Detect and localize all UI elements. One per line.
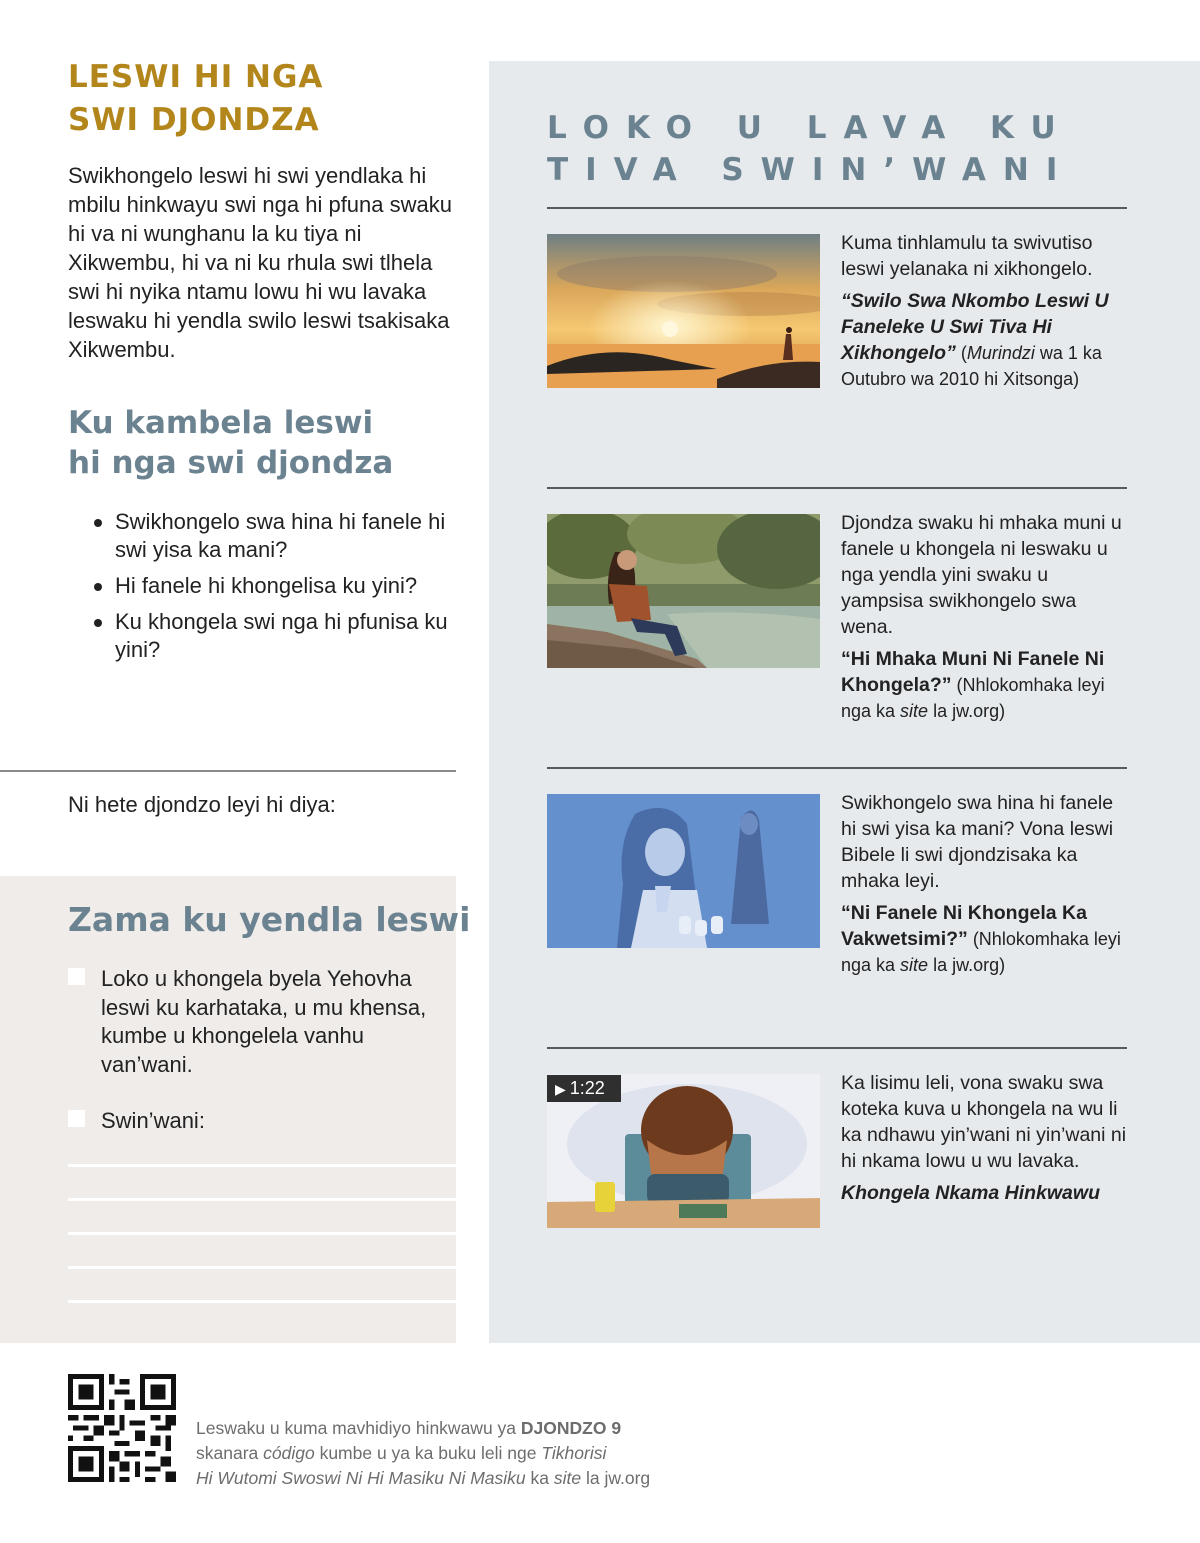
- video-title-link[interactable]: Khongela Nkama Hinkwawu: [841, 1182, 1100, 1204]
- resource-reference: [841, 646, 1131, 724]
- review-question: Hi fanele hi khongelisa ku yini?: [92, 572, 452, 600]
- review-question: Swikhongelo swa hina hi fanele hi swi yisa ka mani?: [92, 508, 452, 564]
- writing-line[interactable]: [68, 1198, 456, 1201]
- footer-text-part: ka: [525, 1468, 554, 1488]
- checkbox[interactable]: [68, 968, 85, 985]
- writing-line[interactable]: [68, 1300, 456, 1303]
- review-heading-line1: Ku kambela leswi: [68, 405, 374, 441]
- review-question: Ku khongela swi nga hi pfunisa ku yini?: [92, 608, 452, 664]
- resource-description: Swikhongelo swa hina hi fanele hi swi yisa ka mani? Vona leswi Bibele li swi djondzisaka ka mhaka leyi.: [841, 792, 1114, 892]
- source-prefix: (Nhlokomhaka leyi nga ka: [841, 929, 1121, 975]
- qr-code-icon[interactable]: [68, 1374, 176, 1482]
- source-suffix: la jw.org): [928, 955, 1006, 975]
- try-item-text: Swin’wani:: [101, 1108, 205, 1133]
- review-heading-line2: hi nga swi djondza: [68, 445, 394, 481]
- footer-line-1: [196, 1416, 756, 1441]
- try-item-other: [68, 1107, 438, 1136]
- book-title-part: Tikhorisi: [541, 1443, 607, 1463]
- video-duration: 1:22: [569, 1078, 605, 1098]
- summary-paragraph: Swikhongelo leswi hi swi yendlaka hi mbilu hinkwayu swi nga hi pfuna swaku hi va ni wunghanu la ku tiya ni Xikwembu, hi va ni ku rhula swi tlhela swi hi nyika ntamu lowu hi wu lavaka leswaku hi yendla swilo leswi tsakisaka Xikwembu.: [68, 163, 452, 362]
- code-word: código: [263, 1443, 315, 1463]
- try-this-heading: Zama ku yendla leswi: [68, 900, 471, 939]
- source-site: site: [900, 955, 929, 975]
- learn-more-heading-line2: TIVA SWIN’WANI: [547, 152, 1075, 188]
- woman-praying-to-statue-image[interactable]: [547, 794, 820, 948]
- footer-line-2: [196, 1441, 756, 1466]
- source-suffix: wa 1 ka Outubro wa 2010 hi Xitsonga): [841, 343, 1102, 389]
- completion-date-label: Ni hete djondzo leyi hi diya:: [68, 792, 336, 817]
- resource-item-3: [841, 790, 1131, 978]
- footer-text-part: la jw.org: [581, 1468, 651, 1488]
- try-item-text: Loko u khongela byela Yehovha leswi ku karhataka, u mu khensa, kumbe u khongelela vanhu van’wani.: [101, 966, 427, 1077]
- site-word: site: [553, 1468, 582, 1488]
- item-divider: [547, 767, 1127, 769]
- writing-line[interactable]: [68, 1266, 456, 1269]
- resource-description: Djondza swaku hi mhaka muni u fanele u khongela ni leswaku u nga yendla yini swaku u yampsisa swikhongelo swa wena.: [841, 512, 1122, 638]
- article-title-link[interactable]: “Hi Mhaka Muni Ni Fanele Ni Khongela?”: [841, 648, 1105, 696]
- resource-description: Kuma tinhlamulu ta swivutiso leswi yelanaka ni xikhongelo.: [841, 232, 1093, 280]
- writing-line[interactable]: [68, 1232, 456, 1235]
- lesson-title-line2: SWI DJONDZA: [68, 102, 320, 138]
- resource-reference: [841, 288, 1131, 392]
- item-divider: [547, 207, 1127, 209]
- resource-reference: [841, 900, 1131, 978]
- book-title-part[interactable]: Hi Wutomi Swoswi Ni Hi Masiku Ni Masiku: [196, 1468, 526, 1488]
- resource-item-2: [841, 510, 1131, 724]
- lesson-number: DJONDZO 9: [520, 1418, 622, 1438]
- try-item-prayer: [68, 965, 438, 1079]
- item-divider: [547, 1047, 1127, 1049]
- woman-by-river-image[interactable]: [547, 514, 820, 668]
- lesson-title: [68, 56, 323, 142]
- source-publication: Murindzi: [966, 343, 1035, 363]
- checkbox[interactable]: [68, 1110, 85, 1127]
- article-title-link[interactable]: “Ni Fanele Ni Khongela Ka Vakwetsimi?”: [841, 902, 1087, 950]
- footer-text-part: skanara: [196, 1443, 264, 1463]
- footer-note: [196, 1416, 756, 1491]
- video-duration-badge[interactable]: [547, 1075, 621, 1102]
- learn-more-heading-line1: LOKO U LAVA KU: [547, 110, 1073, 146]
- footer-text-part: Leswaku u kuma mavhidiyo hinkwawu ya: [196, 1418, 521, 1438]
- source-prefix: (: [955, 343, 967, 363]
- source-site: site: [900, 701, 929, 721]
- article-title-link[interactable]: “Swilo Swa Nkombo Leswi U Faneleke U Swi Tiva Hi Xikhongelo”: [841, 290, 1109, 364]
- item-divider: [547, 487, 1127, 489]
- review-heading: [68, 403, 393, 483]
- source-suffix: la jw.org): [928, 701, 1006, 721]
- writing-line[interactable]: [68, 1164, 456, 1167]
- resource-description: Ka lisimu leli, vona swaku swa koteka kuva u khongela na wu li ka ndhawu yin’wani ni yin’wani ni hi nkama lowu u wu lavaka.: [841, 1072, 1127, 1172]
- learn-more-heading: [547, 107, 1074, 191]
- sunset-image[interactable]: [547, 234, 820, 388]
- resource-item-4: [841, 1070, 1131, 1206]
- review-question-list: [92, 508, 452, 672]
- footer-line-3: [196, 1466, 756, 1491]
- source-prefix: (Nhlokomhaka leyi nga ka: [841, 675, 1105, 721]
- resource-reference: [841, 1180, 1131, 1206]
- play-icon: ▶: [555, 1081, 566, 1097]
- section-divider: [0, 770, 456, 772]
- footer-text-part: kumbe u ya ka buku leli nge: [314, 1443, 542, 1463]
- lesson-title-line1: LESWI HI NGA: [68, 59, 324, 95]
- resource-item-1: [841, 230, 1131, 392]
